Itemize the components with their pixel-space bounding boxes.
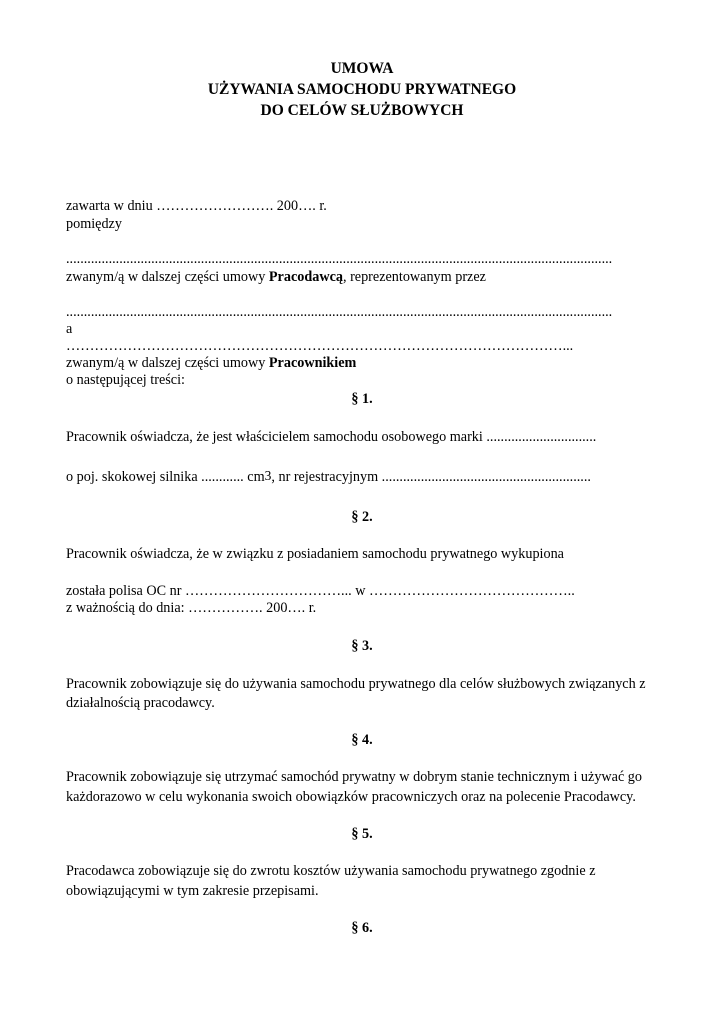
employer-prefix: zwanym/ą w dalszej części umowy xyxy=(66,269,269,285)
section-2-line-2: została polisa OC nr ……………………………... w …………………………………….. xyxy=(66,583,575,599)
employee-prefix: zwanym/ą w dalszej części umowy xyxy=(66,355,269,371)
document-title-line-2: UŻYWANIA SAMOCHODU PRYWATNEGO xyxy=(207,81,517,98)
employer-definition xyxy=(66,268,486,286)
section-4-line-2: każdorazowo w celu wykonania swoich obowiązków pracowniczych oraz na polecenie Pracodawcy. xyxy=(66,789,636,805)
date-line: zawarta w dniu ……………………. 200…. r. xyxy=(66,198,327,214)
section-6-heading: § 6. xyxy=(351,920,373,936)
engine-capacity-text: o poj. skokowej silnika ............ cm xyxy=(66,469,265,485)
section-1-line-1: Pracownik oświadcza, że jest właścicielem samochodu osobowego marki ............................... xyxy=(66,429,597,445)
section-3-heading: § 3. xyxy=(351,638,373,654)
party1-dots: .......................................................................................................................................................... xyxy=(66,251,613,267)
section-3-line-2: działalnością pracodawcy. xyxy=(66,695,215,711)
section-3-line-1: Pracownik zobowiązuje się do używania samochodu prywatnego dla celów służbowych związanych z xyxy=(66,676,646,692)
section-5-line-1: Pracodawca zobowiązuje się do zwrotu kosztów używania samochodu prywatnego zgodnie z xyxy=(66,863,596,879)
and-text: a xyxy=(66,321,73,337)
party2-dots: ……………………………………………………………………………………………... xyxy=(66,338,574,354)
section-1-heading: § 1. xyxy=(351,391,373,407)
employee-definition xyxy=(66,354,356,372)
section-2-line-3: z ważnością do dnia: ……………. 200…. r. xyxy=(66,600,317,616)
between-text: pomiędzy xyxy=(66,216,122,232)
cubic-superscript: 3 xyxy=(264,468,272,483)
employee-term: Pracownikiem xyxy=(268,355,357,371)
representative-dots: .......................................................................................................................................................... xyxy=(66,304,613,320)
section-4-line-1: Pracownik zobowiązuje się utrzymać samochód prywatny w dobrym stanie technicznym i używać go xyxy=(66,769,642,785)
document-title-line-3: DO CELÓW SŁUŻBOWYCH xyxy=(260,102,464,119)
section-1-line-2 xyxy=(66,468,591,486)
employer-term: Pracodawcą xyxy=(268,269,343,285)
section-2-heading: § 2. xyxy=(351,509,373,525)
section-4-heading: § 4. xyxy=(351,732,373,748)
section-5-heading: § 5. xyxy=(351,826,373,842)
registration-text: , nr rejestracyjnym ........................................................... xyxy=(271,469,591,485)
employer-suffix: , reprezentowanym przez xyxy=(342,269,486,285)
content-intro: o następującej treści: xyxy=(66,372,185,388)
section-2-line-1: Pracownik oświadcza, że w związku z posiadaniem samochodu prywatnego wykupiona xyxy=(66,546,564,562)
section-5-line-2: obowiązującymi w tym zakresie przepisami. xyxy=(66,883,319,899)
document-title-line-1: UMOWA xyxy=(330,60,394,77)
